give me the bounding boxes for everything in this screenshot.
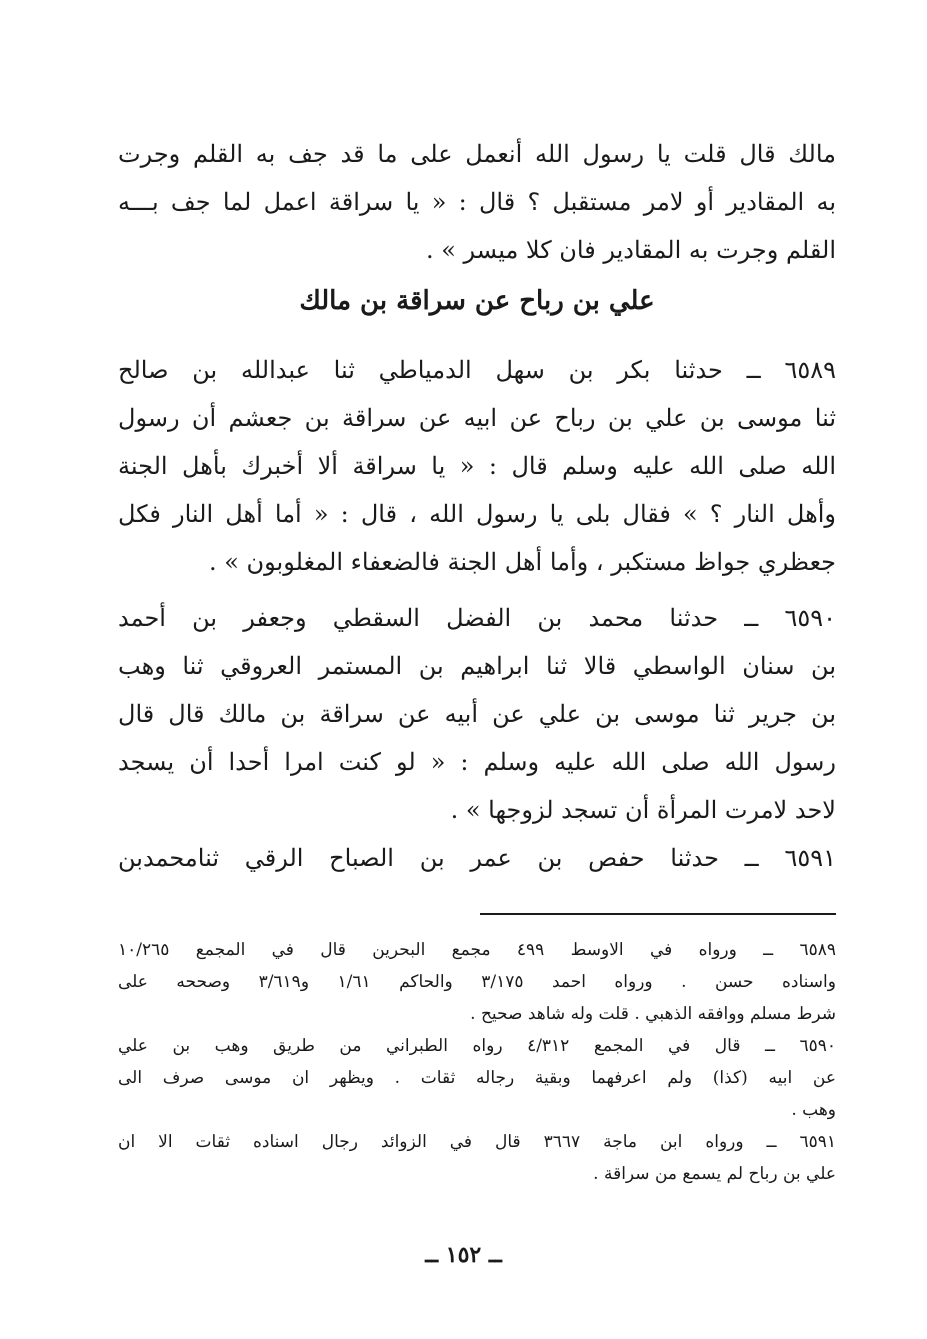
text-line: بن سنان الواسطي قالا ثنا ابراهيم بن المستمر العروقي ثنا وهب [118,652,836,680]
footnote-line: شرط مسلم ووافقه الذهبي . قلت وله شاهد صحيح . [470,1004,836,1024]
footnote-line: ٦٥٩٠ ــ قال في المجمع ٤/٣١٢ رواه الطبراني من طريق وهب بن علي [118,1036,836,1056]
text-line: لاحد لامرت المرأة أن تسجد لزوجها » . [450,796,836,824]
text-line: ٦٥٩١ ــ حدثنا حفص بن عمر بن الصباح الرقي ثنامحمدبن [118,844,836,872]
hadith-6590 [118,594,836,834]
text-line: جعظري جواظ مستكبر ، وأما أهل الجنة فالضعفاء المغلوبون » . [208,548,836,576]
footnote-line: عن ابيه (كذا) ولم اعرفهما وبقية رجاله ثقات . ويظهر ان موسى صرف الى [118,1068,836,1088]
footnote-line: علي بن رباح لم يسمع من سراقة . [593,1164,836,1184]
section-heading: علي بن رباح عن سراقة بن مالك [299,286,655,316]
footnote-separator [480,913,836,915]
text-line: وأهل النار ؟ » فقال بلى يا رسول الله ، قال : « أما أهل النار فكل [118,500,836,528]
footnote-line: وهب . [791,1100,836,1120]
main-text [118,130,836,882]
text-line: بن جرير ثنا موسى بن علي عن أبيه عن سراقة بن مالك قال قال [118,700,836,728]
footnote-line: واسناده حسن . ورواه احمد ٣/١٧٥ والحاكم ١/٦١ و٣/٦١٩ وصححه على [118,972,836,992]
footnote-6589 [118,934,836,1030]
text-line: ٦٥٨٩ ــ حدثنا بكر بن سهل الدمياطي ثنا عبدالله بن صالح [118,356,836,384]
text-line: ثنا موسى بن علي بن رباح عن ابيه عن سراقة بن جعشم أن رسول [118,404,836,432]
hadith-6589 [118,346,836,586]
footnotes [118,934,836,1190]
text-line: به المقادير أو لامر مستقبل ؟ قال : « يا سراقة اعمل لما جف بـــه [118,188,836,216]
footnote-6591 [118,1126,836,1190]
text-line: رسول الله صلى الله عليه وسلم : « لو كنت امرا أحدا أن يسجد [118,748,836,776]
text-line: القلم وجرت به المقادير فان كلا ميسر » . [425,236,836,264]
hadith-6591 [118,834,836,882]
text-line: مالك قال قلت يا رسول الله أنعمل على ما قد جف به القلم وجرت [118,140,836,168]
text-line: الله صلى الله عليه وسلم قال : « يا سراقة ألا أخبرك بأهل الجنة [118,452,836,480]
footnote-6590 [118,1030,836,1126]
intro-paragraph [118,130,836,274]
page-number: ــ ١٥٢ ــ [425,1242,502,1268]
text-line: ٦٥٩٠ ــ حدثنا محمد بن الفضل السقطي وجعفر بن أحمد [118,604,836,632]
footnote-line: ٦٥٨٩ ــ ورواه في الاوسط ٤٩٩ مجمع البحرين قال في المجمع ١٠/٢٦٥ [118,940,836,960]
footnote-line: ٦٥٩١ ــ ورواه ابن ماجة ٣٦٦٧ قال في الزوائد رجال اسناده ثقات الا ان [118,1132,836,1152]
